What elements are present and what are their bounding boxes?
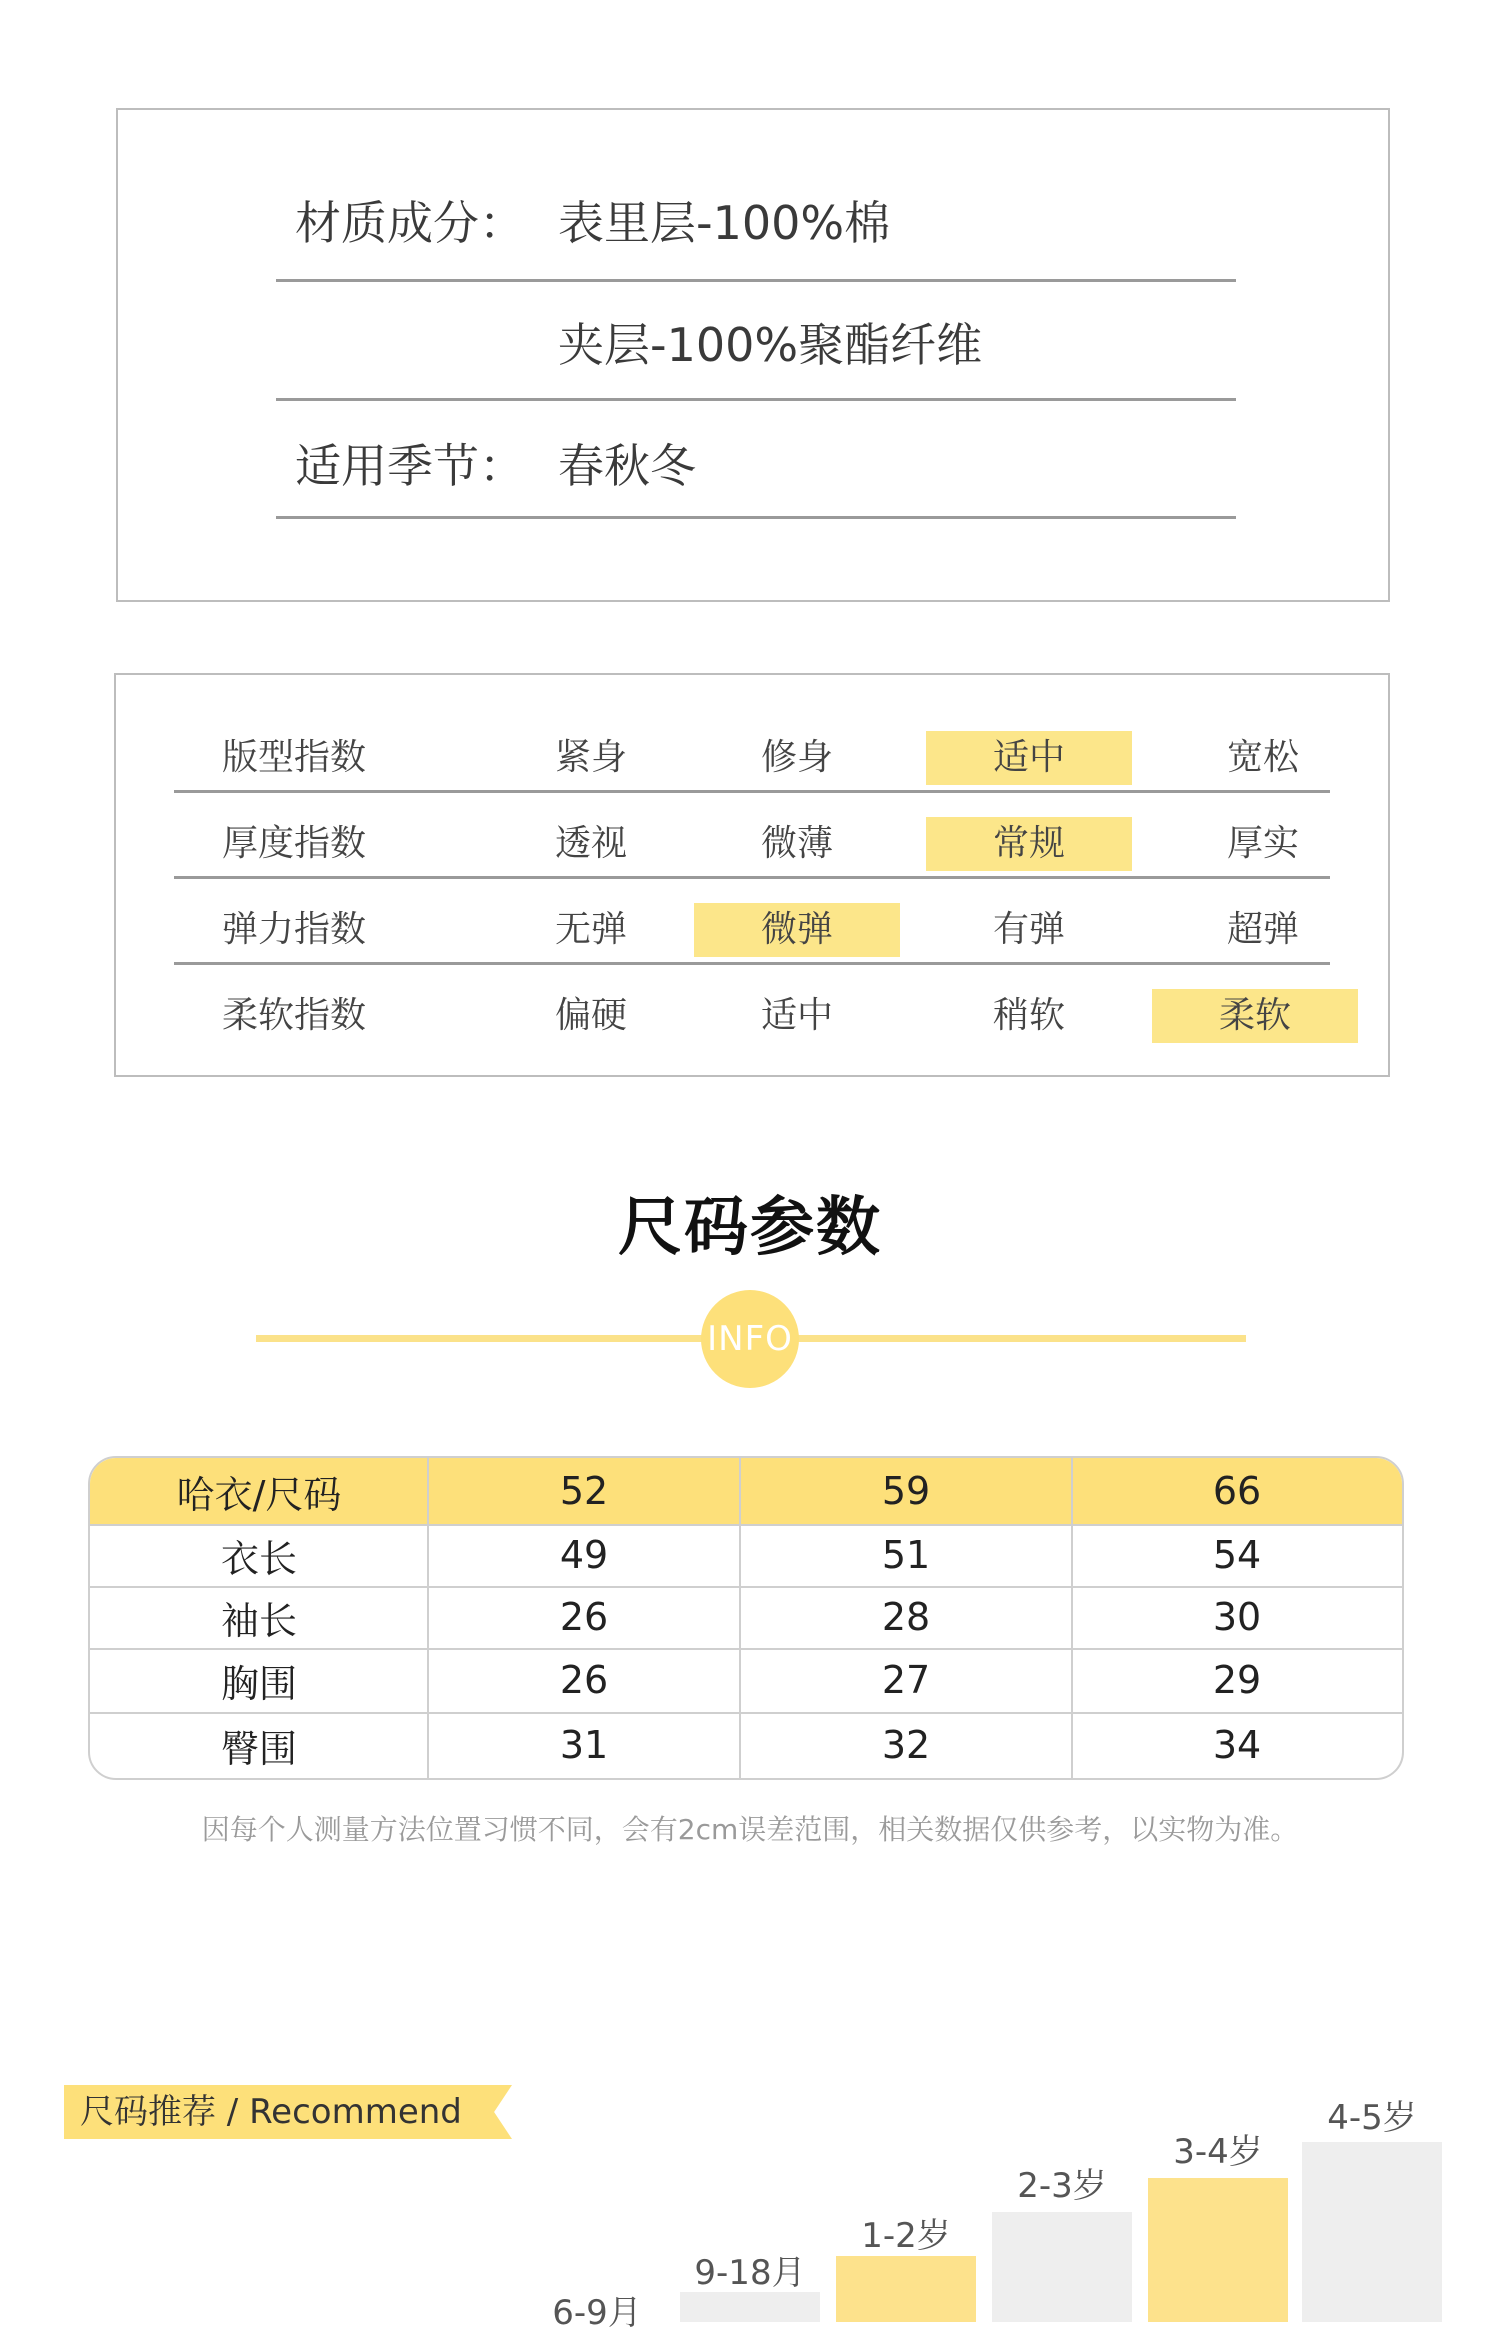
material-value-outer: 表里层-100%棉 bbox=[558, 196, 891, 250]
age-label: 9-18月 bbox=[694, 2253, 806, 2293]
table-header-cell: 66 bbox=[1212, 1469, 1262, 1513]
season-value: 春秋冬 bbox=[558, 439, 696, 493]
size-note: 因每个人测量方法位置习惯不同，会有2cm误差范围，相关数据仅供参考，以实物为准。 bbox=[201, 1813, 1299, 1846]
divider bbox=[276, 398, 1236, 401]
divider bbox=[276, 279, 1236, 282]
index-label: 柔软指数 bbox=[221, 995, 366, 1036]
age-bar bbox=[680, 2292, 820, 2322]
section-title: 尺码参数 bbox=[618, 1191, 882, 1265]
table-row-label: 袖长 bbox=[220, 1598, 297, 1643]
table-cell: 49 bbox=[559, 1533, 609, 1577]
table-row bbox=[90, 1524, 1402, 1586]
index-option: 透视 bbox=[554, 823, 627, 864]
table-row bbox=[90, 1586, 1402, 1648]
index-option: 适中 bbox=[760, 995, 833, 1036]
index-option: 稍软 bbox=[992, 995, 1065, 1036]
title-rule-right bbox=[790, 1335, 1246, 1342]
age-bar bbox=[1148, 2178, 1288, 2322]
table-row bbox=[90, 1712, 1402, 1778]
material-label: 材质成分： bbox=[295, 196, 525, 250]
table-row-label: 臀围 bbox=[220, 1726, 297, 1771]
material-value-lining: 夹层-100%聚酯纤维 bbox=[558, 318, 983, 372]
index-option: 有弹 bbox=[992, 909, 1065, 950]
index-option: 修身 bbox=[760, 737, 833, 778]
recommend-label: 尺码推荐 / Recommend bbox=[80, 2092, 462, 2132]
divider bbox=[174, 876, 1330, 879]
table-row bbox=[90, 1648, 1402, 1712]
table-cell: 26 bbox=[559, 1595, 609, 1639]
table-header-cell: 52 bbox=[559, 1469, 609, 1513]
age-bar bbox=[836, 2256, 976, 2322]
info-badge: INFO bbox=[701, 1290, 799, 1388]
index-label: 版型指数 bbox=[221, 737, 366, 778]
index-option: 微薄 bbox=[760, 823, 833, 864]
table-cell: 34 bbox=[1212, 1723, 1262, 1767]
table-gridline bbox=[90, 1524, 1402, 1526]
index-option-selected: 微弹 bbox=[694, 903, 900, 957]
table-gridline bbox=[90, 1712, 1402, 1714]
divider bbox=[276, 516, 1236, 519]
table-gridline bbox=[739, 1458, 741, 1778]
table-gridline bbox=[427, 1458, 429, 1778]
table-header-cell: 59 bbox=[881, 1469, 931, 1513]
table-cell: 31 bbox=[559, 1723, 609, 1767]
divider bbox=[174, 790, 1330, 793]
table-row-label: 衣长 bbox=[220, 1536, 297, 1581]
age-label: 1-2岁 bbox=[861, 2216, 951, 2256]
age-label: 4-5岁 bbox=[1327, 2098, 1417, 2138]
size-table bbox=[88, 1456, 1404, 1780]
index-row-thickness bbox=[174, 799, 1330, 885]
table-gridline bbox=[90, 1586, 1402, 1588]
index-option: 宽松 bbox=[1226, 737, 1299, 778]
table-cell: 54 bbox=[1212, 1533, 1262, 1577]
title-rule-left bbox=[256, 1335, 710, 1342]
index-option: 紧身 bbox=[554, 737, 627, 778]
index-option: 超弹 bbox=[1226, 909, 1299, 950]
table-header-row bbox=[90, 1458, 1402, 1524]
index-option-selected: 柔软 bbox=[1152, 989, 1358, 1043]
table-cell: 30 bbox=[1212, 1595, 1262, 1639]
table-cell: 27 bbox=[881, 1658, 931, 1702]
index-option: 厚实 bbox=[1226, 823, 1299, 864]
index-row-softness bbox=[174, 971, 1330, 1057]
table-row-label: 胸围 bbox=[220, 1661, 297, 1706]
table-cell: 51 bbox=[881, 1533, 931, 1577]
age-label: 6-9月 bbox=[552, 2293, 642, 2333]
table-cell: 28 bbox=[881, 1595, 931, 1639]
age-bar bbox=[992, 2212, 1132, 2322]
season-label: 适用季节： bbox=[295, 439, 525, 493]
index-label: 厚度指数 bbox=[221, 823, 366, 864]
age-label: 2-3岁 bbox=[1017, 2166, 1107, 2206]
index-option-selected: 适中 bbox=[926, 731, 1132, 785]
divider bbox=[174, 962, 1330, 965]
index-row-fit bbox=[174, 713, 1330, 799]
table-cell: 29 bbox=[1212, 1658, 1262, 1702]
table-gridline bbox=[90, 1648, 1402, 1650]
table-header-cell: 哈衣/尺码 bbox=[176, 1472, 342, 1517]
index-option-selected: 常规 bbox=[926, 817, 1132, 871]
table-gridline bbox=[1071, 1458, 1073, 1778]
index-label: 弹力指数 bbox=[221, 909, 366, 950]
index-row-elasticity bbox=[174, 885, 1330, 971]
table-cell: 26 bbox=[559, 1658, 609, 1702]
index-option: 偏硬 bbox=[554, 995, 627, 1036]
age-label: 3-4岁 bbox=[1173, 2132, 1263, 2172]
table-cell: 32 bbox=[881, 1723, 931, 1767]
index-option: 无弹 bbox=[554, 909, 627, 950]
age-bar bbox=[1302, 2142, 1442, 2322]
